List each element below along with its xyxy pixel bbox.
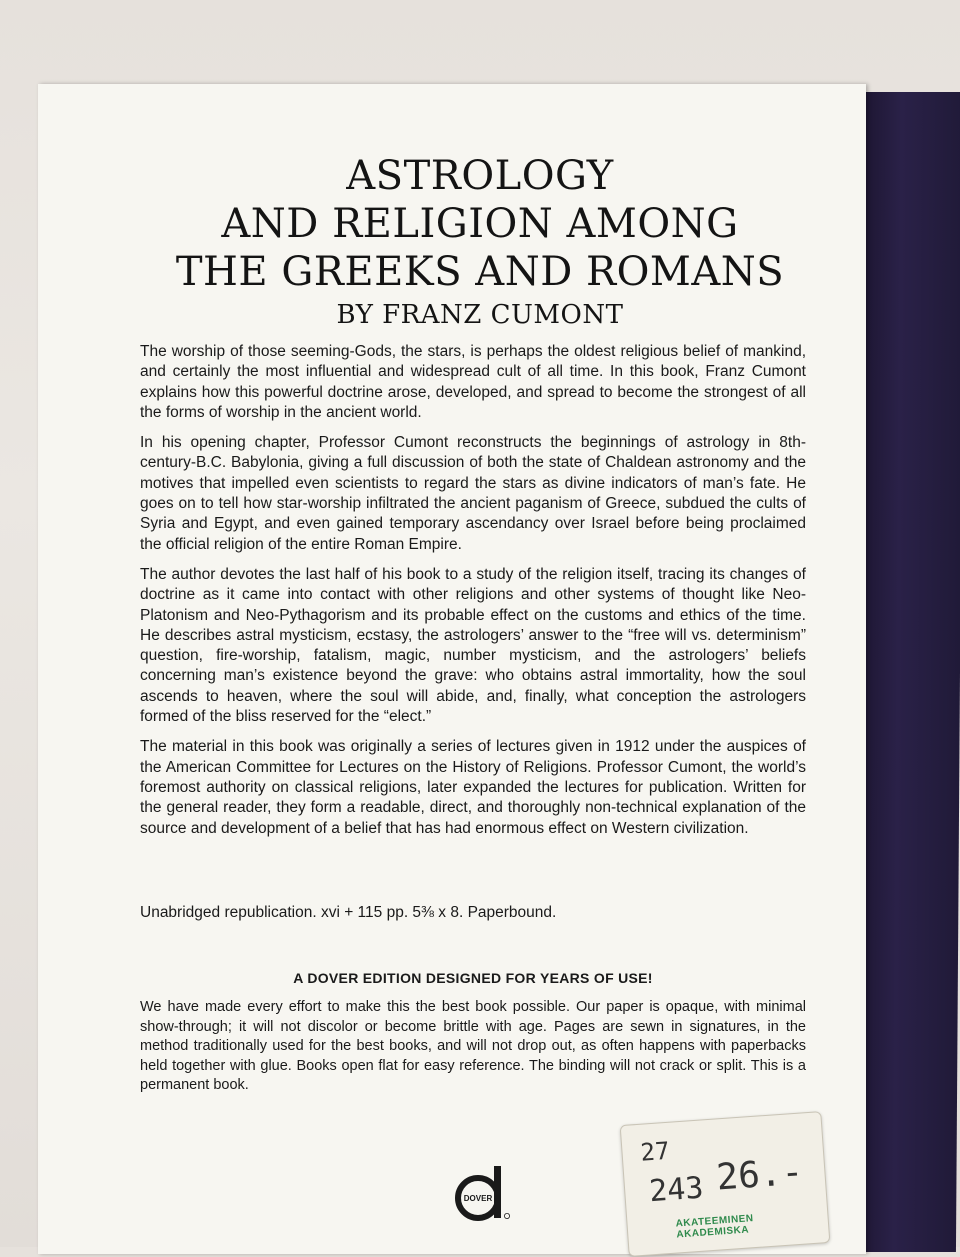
title-line: THE GREEKS AND ROMANS	[175, 249, 785, 295]
guarantee-text: We have made every effort to make this the best book possible. Our paper is opaque, with minimal show-through; it will not discolor or become brittle with age. Pages are sewn in signatures, in the method traditionally used for the best books, and will not drop out, as often happens with paperbacks held together with glue. Books open flat for easy reference. The binding will not crack or split. This is a permanent book.	[140, 999, 806, 1093]
title-line: ASTROLOGY	[346, 153, 614, 199]
sticker-price: 26.-	[715, 1151, 805, 1199]
description-paragraph: The material in this book was originally a series of lectures given in 1912 under the auspices of the American Committee for Lectures on the History of Religions. Professor Cumont, the world’s foremost authority on classical religions, later expanded the lectures for publication. Written for the general reader, they form a readable, direct, and thoroughly non-technical explanation of the source and development of a belief that has had enormous effect on Western civilization.	[140, 738, 806, 837]
book-author: BY FRANZ CUMONT	[336, 300, 624, 330]
price-sticker	[620, 1111, 831, 1257]
title-line: AND RELIGION AMONG	[221, 201, 739, 247]
description-paragraph: The author devotes the last half of his book to a study of the religion itself, tracing its changes of doctrine as it came into contact with other religions and other systems of thought like Neo-Platonism and Neo-Pythagorism and its probable effect on the customs and ethics of the time. He describes astral mysticism, ecstasy, the astrologers’ answer to the “free will vs. determinism” question, fire-worship, fatalism, magic, number mysticism, and the astrologers’ beliefs concerning man’s existence beyond the grave: who obtains astral immortality, how the soul ascends to heaven, where the soul will abide, and, finally, what conception the astrologers formed of the bliss reserved for the “elect.”	[140, 565, 806, 726]
description-paragraph: In his opening chapter, Professor Cumont reconstructs the beginnings of astrology in 8th-century-B.C. Babylonia, giving a full discussion of both the state of Chaldean astronomy and the motives that impelled even scientists to regard the stars as divine indicators of man’s fate. He goes on to tell how star-worship infiltrated the ancient paganism of Greece, subdued the cults of Syria and Egypt, and even gained temporary ascendancy over Israel before being proclaimed the official religion of the entire Roman Empire.	[140, 434, 806, 553]
sticker-shop-name: AKATEEMINEN AKADEMISKA	[675, 1213, 754, 1241]
book-specs: Unabridged republication. xvi + 115 pp. 5⅜ x 8. Paperbound.	[140, 904, 557, 921]
sticker-code: 243	[648, 1170, 705, 1210]
dover-logo-text: DOVER	[463, 1194, 493, 1203]
dover-logo	[444, 1164, 544, 1224]
guarantee-heading: A DOVER EDITION DESIGNED FOR YEARS OF USE!	[293, 970, 653, 986]
book-title	[0, 152, 960, 296]
description	[140, 342, 806, 849]
sticker-code: 27	[639, 1136, 671, 1167]
description-paragraph: The worship of those seeming-Gods, the stars, is perhaps the oldest religious belief of mankind, and certainly the most influential and widespread cult of all time. In this book, Franz Cumont explains how this powerful doctrine arose, developed, and spread to become the strongest of all the forms of worship in the ancient world.	[140, 343, 806, 421]
